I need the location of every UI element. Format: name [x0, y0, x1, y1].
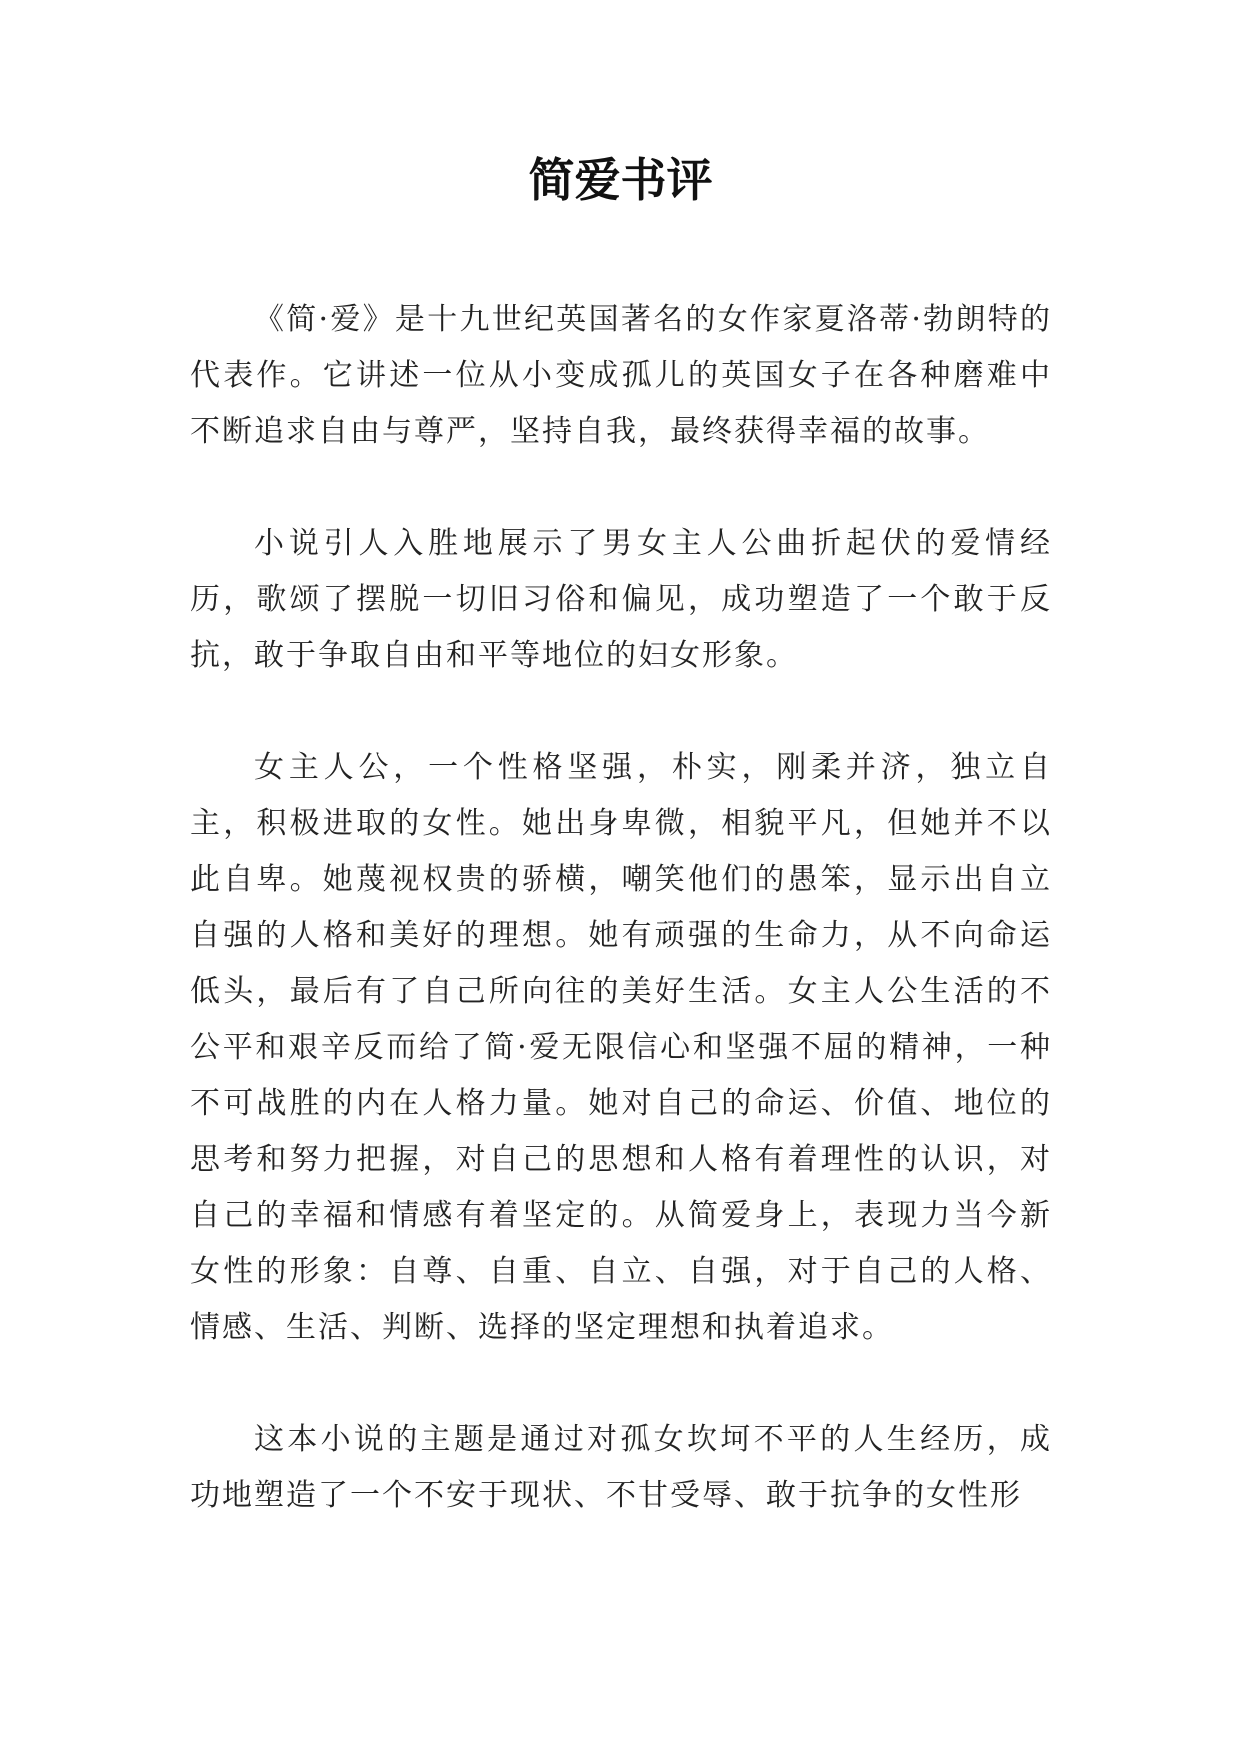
paragraph-intro: 《简·爱》是十九世纪英国著名的女作家夏洛蒂·勃朗特的代表作。它讲述一位从小变成孤儿的英国女子在各种磨难中不断追求自由与尊严，坚持自我，最终获得幸福的故事。: [190, 302, 1052, 449]
paragraph-love-story: 小说引人入胜地展示了男女主人公曲折起伏的爱情经历，歌颂了摆脱一切旧习俗和偏见，成功塑造了一个敢于反抗，敢于争取自由和平等地位的妇女形象。: [190, 526, 1052, 673]
document-body: [190, 292, 1052, 1580]
paragraph-theme: 这本小说的主题是通过对孤女坎坷不平的人生经历，成功地塑造了一个不安于现状、不甘受辱、敢于抗争的女性形: [190, 1422, 1052, 1513]
paragraph-heroine: 女主人公，一个性格坚强，朴实，刚柔并济，独立自主，积极进取的女性。她出身卑微，相貌平凡，但她并不以此自卑。她蔑视权贵的骄横，嘲笑他们的愚笨，显示出自立自强的人格和美好的理想。她有顽强的生命力，从不向命运低头，最后有了自己所向往的美好生活。女主人公生活的不公平和艰辛反而给了简·爱无限信心和坚强不屈的精神，一种不可战胜的内在人格力量。她对自己的命运、价值、地位的思考和努力把握，对自己的思想和人格有着理性的认识，对自己的幸福和情感有着坚定的。从简爱身上，表现力当今新女性的形象：自尊、自重、自立、自强，对于自己的人格、情感、生活、判断、选择的坚定理想和执着追求。: [190, 750, 1052, 1345]
page-title: 简爱书评: [528, 153, 713, 207]
